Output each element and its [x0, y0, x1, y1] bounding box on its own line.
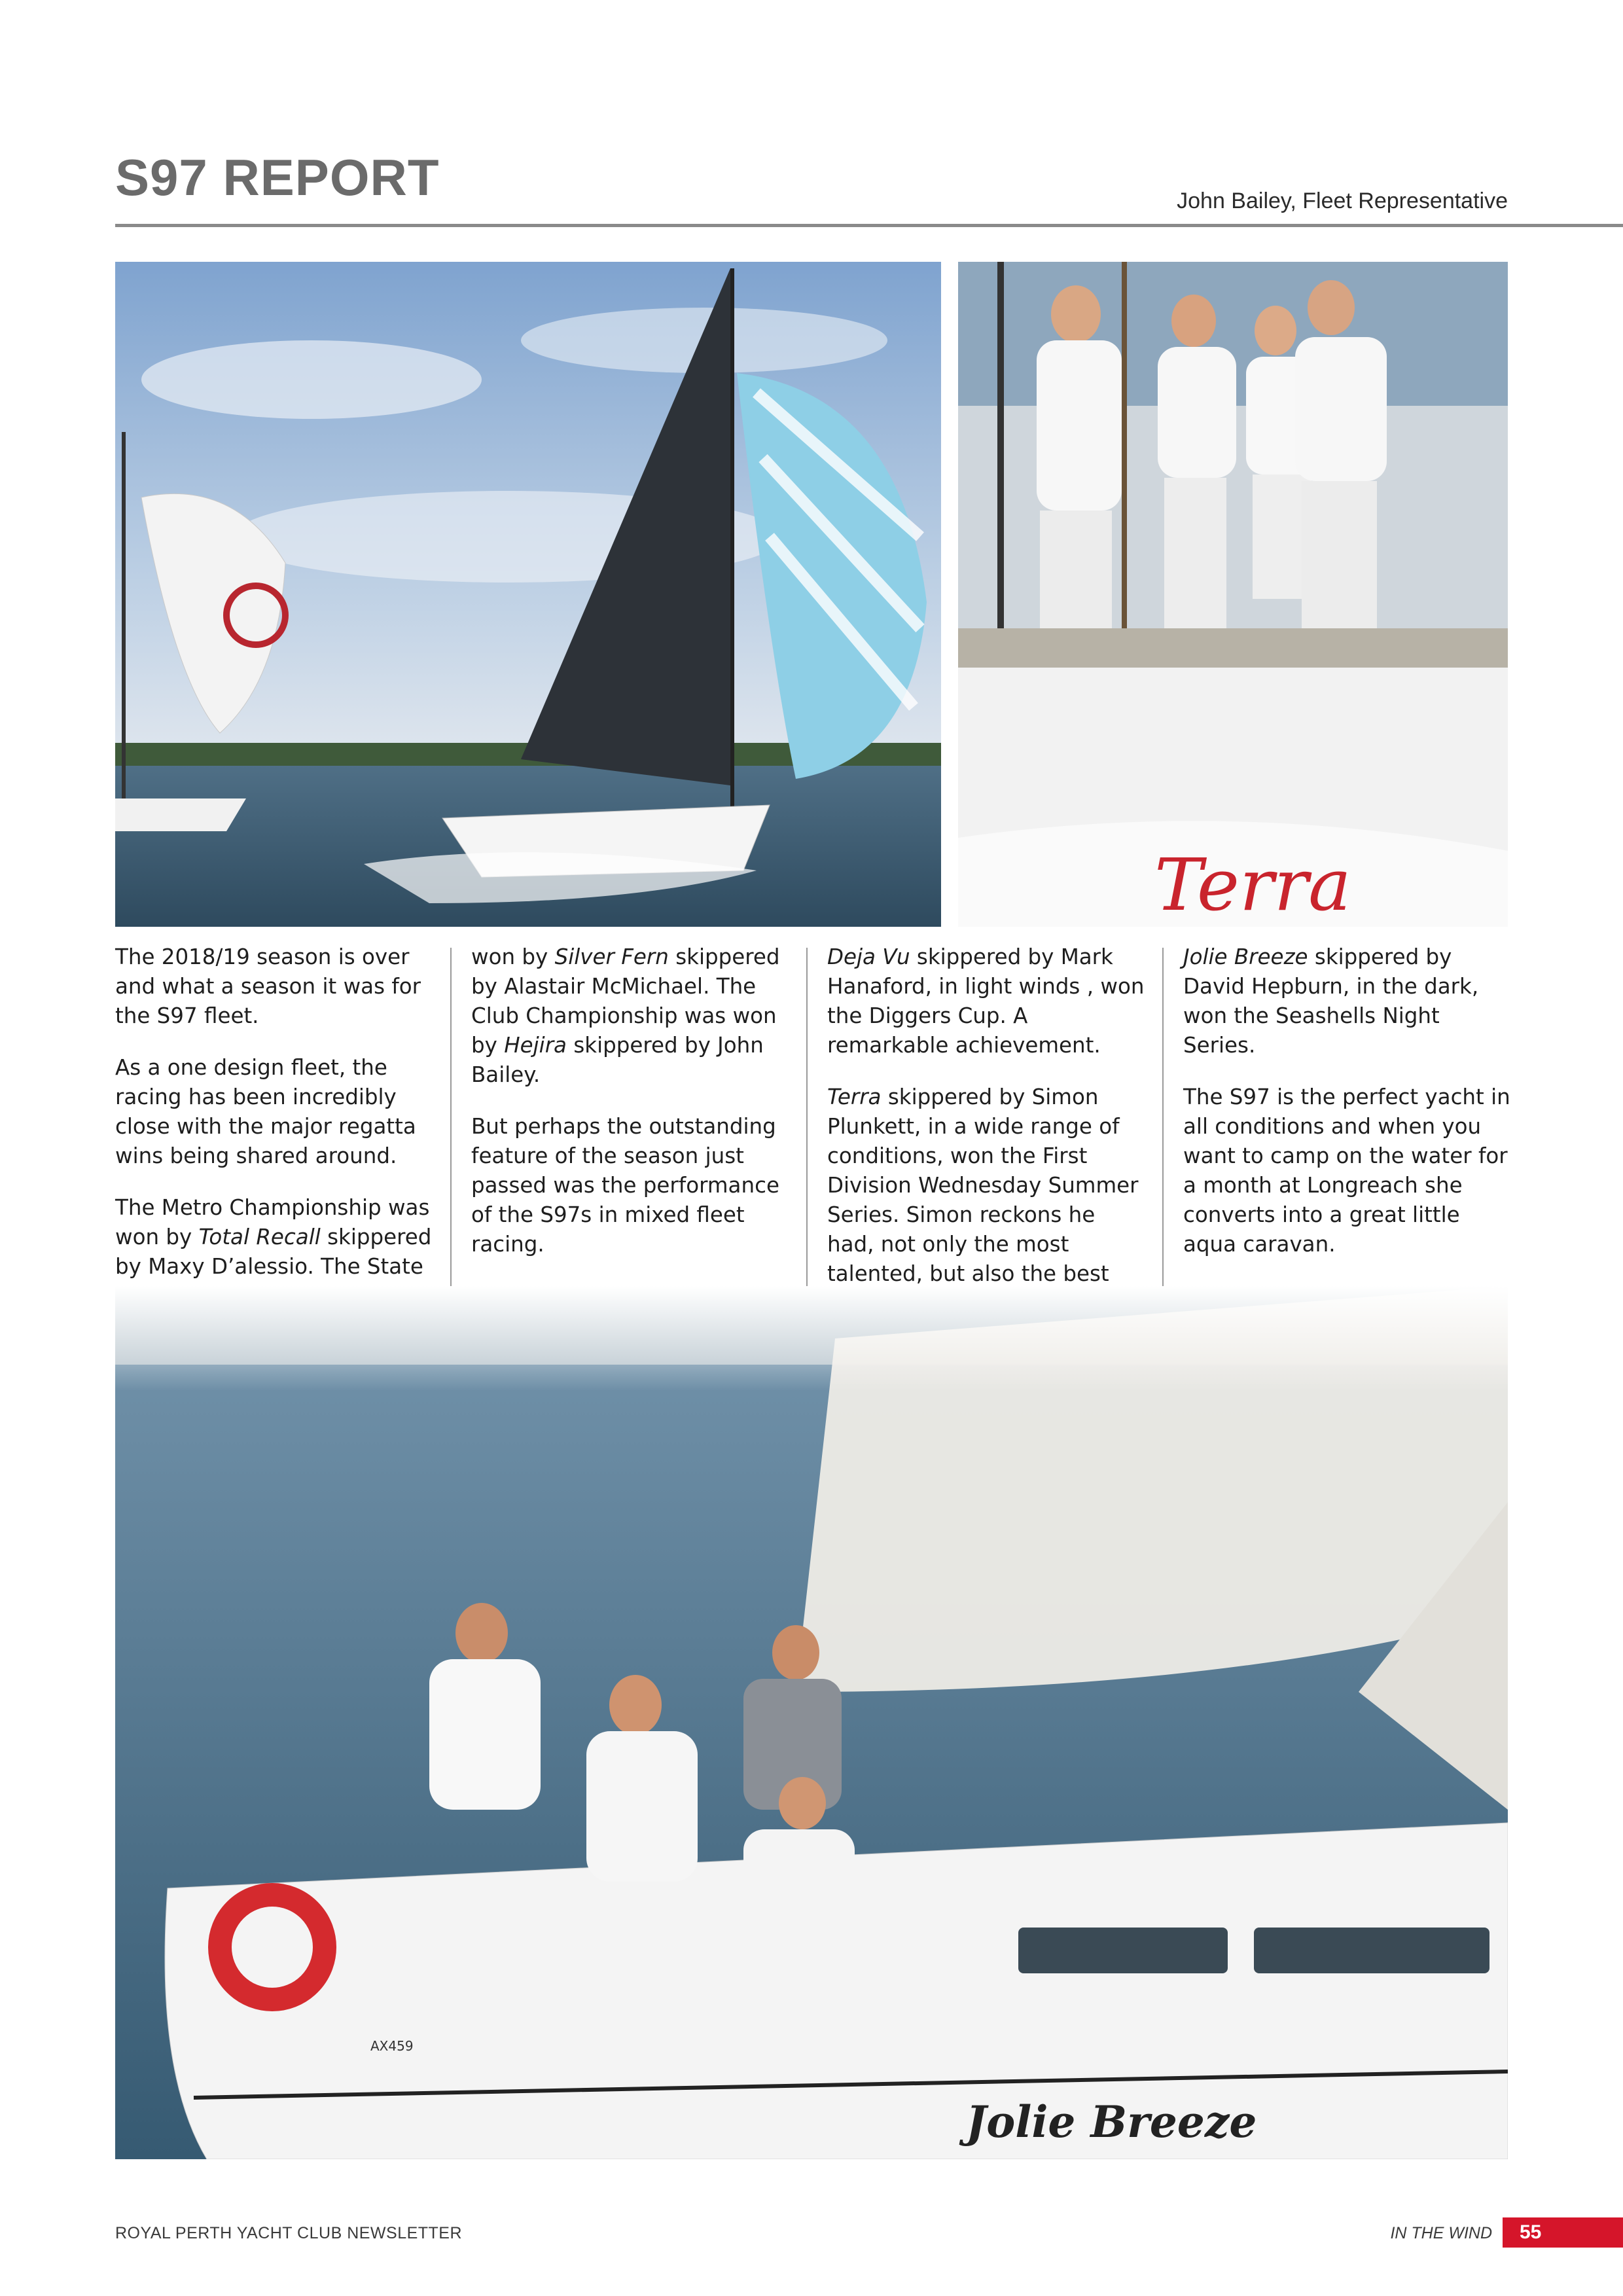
paragraph: As a one design fleet, the racing has been incredibly close with the major regatta wins being shared around. [115, 1055, 416, 1168]
paragraph: Jolie Breeze skippered by David Hepburn, in the dark, won the Seashells Night Series. [1183, 944, 1479, 1058]
paragraph: The Metro Championship was won by Total Recall skippered by Maxy D’alessio. The State [115, 1195, 432, 1279]
column-divider [806, 948, 808, 1321]
column-3 [827, 942, 1147, 1340]
footer-publication: ROYAL PERTH YACHT CLUB NEWSLETTER [115, 2224, 463, 2242]
column-1 [115, 942, 435, 1333]
page-title: S97 REPORT [115, 149, 440, 206]
boat-name-terra: Terra [1154, 843, 1351, 927]
photo-jolie-breeze [115, 1286, 1508, 2159]
paragraph: Terra skippered by Simon Plunkett, in a wide range of conditions, won the First Division Wednesday Summer Series. Simon reckons he had, not only the most talented, but also the best [827, 1085, 1139, 1286]
header-rule [115, 224, 1623, 227]
photo-yacht-racing [115, 262, 941, 927]
page-number-box [1503, 2217, 1623, 2248]
column-divider [450, 948, 452, 1321]
paragraph: The 2018/19 season is over and what a season it was for the S97 fleet. [115, 944, 421, 1028]
column-divider [1162, 948, 1164, 1321]
paragraph: won by Silver Fern skippered by Alastair McMichael. The Club Championship was won by Hejira skippered by John Bailey. [471, 944, 780, 1087]
paragraph: The S97 is the perfect yacht in all conditions and when you want to camp on the water for a month at Longreach she converts into a great little aqua caravan. [1183, 1085, 1510, 1257]
page-number: 55 [1520, 2221, 1542, 2243]
byline: John Bailey, Fleet Representative [1177, 188, 1508, 213]
paragraph: But perhaps the outstanding feature of the season just passed was the performance of the S97s in mixed fleet racing. [471, 1114, 779, 1257]
footer-section: IN THE WIND [1390, 2224, 1492, 2242]
paragraph: Deja Vu skippered by Mark Hanaford, in light winds , won the Diggers Cup. A remarkable achievement. [827, 944, 1145, 1058]
photo-crew-terra [958, 262, 1508, 927]
